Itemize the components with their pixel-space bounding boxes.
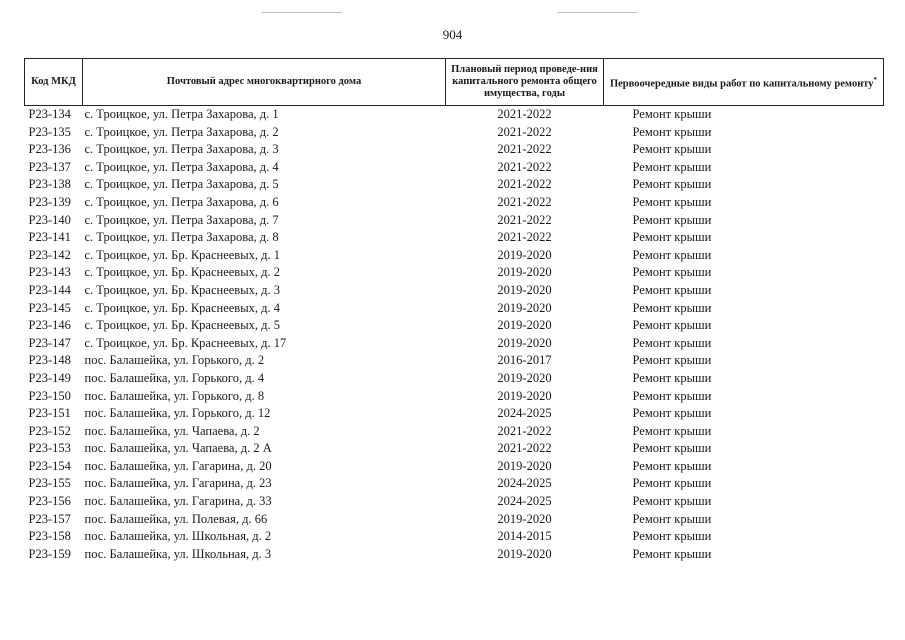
row-code: Р23-143 bbox=[28, 265, 71, 280]
row-period: 2021-2022 bbox=[497, 142, 552, 157]
table-row bbox=[25, 264, 884, 282]
table-row bbox=[25, 229, 884, 247]
row-address: с. Троицкое, ул. Петра Захарова, д. 3 bbox=[84, 142, 279, 157]
row-period: 2024-2025 bbox=[497, 476, 552, 491]
row-address: пос. Балашейка, ул. Чапаева, д. 2 bbox=[84, 423, 260, 438]
row-period: 2021-2022 bbox=[497, 194, 552, 209]
row-period: 2019-2020 bbox=[497, 546, 552, 561]
row-address: пос. Балашейка, ул. Чапаева, д. 2 А bbox=[84, 441, 272, 456]
table-row bbox=[25, 282, 884, 300]
row-code: Р23-138 bbox=[28, 177, 71, 192]
row-period: 2024-2025 bbox=[497, 406, 552, 421]
table-row bbox=[25, 405, 884, 423]
row-works: Ремонт крыши bbox=[632, 423, 712, 438]
row-address: пос. Балашейка, ул. Гагарина, д. 33 bbox=[84, 494, 272, 509]
row-code: Р23-151 bbox=[28, 406, 71, 421]
row-period: 2021-2022 bbox=[497, 159, 552, 174]
page-number: 904 bbox=[442, 27, 463, 42]
row-period: 2019-2020 bbox=[497, 247, 552, 262]
header-works-footnote-mark: * bbox=[873, 75, 878, 84]
table-row bbox=[25, 352, 884, 370]
row-code: Р23-139 bbox=[28, 194, 71, 209]
row-address: пос. Балашейка, ул. Школьная, д. 3 bbox=[84, 546, 272, 561]
row-works: Ремонт крыши bbox=[632, 529, 712, 544]
row-works: Ремонт крыши bbox=[632, 318, 712, 333]
row-code: Р23-158 bbox=[28, 529, 71, 544]
row-code: Р23-152 bbox=[28, 423, 71, 438]
row-works: Ремонт крыши bbox=[632, 159, 712, 174]
row-code: Р23-136 bbox=[28, 142, 71, 157]
row-address: с. Троицкое, ул. Бр. Краснеевых, д. 3 bbox=[84, 282, 280, 297]
row-period: 2021-2022 bbox=[497, 212, 552, 227]
row-code: Р23-140 bbox=[28, 212, 71, 227]
row-address: с. Троицкое, ул. Петра Захарова, д. 5 bbox=[84, 177, 279, 192]
row-period: 2021-2022 bbox=[497, 124, 552, 139]
row-period: 2024-2025 bbox=[497, 494, 552, 509]
table-row bbox=[25, 528, 884, 546]
table-row bbox=[25, 511, 884, 529]
row-period: 2019-2020 bbox=[497, 265, 552, 280]
table-row bbox=[25, 194, 884, 212]
table-row bbox=[25, 475, 884, 493]
top-rule-left bbox=[262, 12, 342, 13]
row-works: Ремонт крыши bbox=[632, 300, 712, 315]
row-address: с. Троицкое, ул. Петра Захарова, д. 1 bbox=[84, 107, 279, 121]
row-code: Р23-148 bbox=[28, 353, 71, 368]
header-address: Почтовый адрес многоквартирного дома bbox=[83, 59, 446, 106]
row-code: Р23-141 bbox=[28, 230, 71, 245]
table-row bbox=[25, 546, 884, 564]
header-code: Код МКД bbox=[25, 59, 83, 106]
row-address: с. Троицкое, ул. Петра Захарова, д. 6 bbox=[84, 194, 279, 209]
row-address: с. Троицкое, ул. Петра Захарова, д. 7 bbox=[84, 212, 279, 227]
row-address: с. Троицкое, ул. Бр. Краснеевых, д. 1 bbox=[84, 247, 280, 262]
header-period: Плановый период проведе-ния капитального ремонта общего имущества, годы bbox=[446, 59, 604, 106]
row-period: 2019-2020 bbox=[497, 458, 552, 473]
row-code: Р23-146 bbox=[28, 318, 71, 333]
row-code: Р23-137 bbox=[28, 159, 71, 174]
table-row bbox=[25, 212, 884, 230]
row-code: Р23-147 bbox=[28, 335, 71, 350]
header-works bbox=[604, 59, 884, 106]
row-period: 2019-2020 bbox=[497, 335, 552, 350]
row-code: Р23-135 bbox=[28, 124, 71, 139]
row-period: 2021-2022 bbox=[497, 441, 552, 456]
row-works: Ремонт крыши bbox=[632, 177, 712, 192]
row-period: 2021-2022 bbox=[497, 423, 552, 438]
row-period: 2019-2020 bbox=[497, 318, 552, 333]
row-code: Р23-145 bbox=[28, 300, 71, 315]
table-row bbox=[25, 440, 884, 458]
row-address: с. Троицкое, ул. Бр. Краснеевых, д. 4 bbox=[84, 300, 280, 315]
row-period: 2019-2020 bbox=[497, 511, 552, 526]
row-address: пос. Балашейка, ул. Горького, д. 8 bbox=[84, 388, 265, 403]
row-period: 2019-2020 bbox=[497, 300, 552, 315]
header-works-label: Первоочередные виды работ по капитальному ремонту bbox=[609, 78, 874, 90]
row-code: Р23-159 bbox=[28, 546, 71, 561]
row-address: с. Троицкое, ул. Бр. Краснеевых, д. 2 bbox=[84, 265, 280, 280]
row-period: 2019-2020 bbox=[497, 370, 552, 385]
top-rule-right bbox=[557, 12, 637, 13]
row-period: 2021-2022 bbox=[497, 230, 552, 245]
row-works: Ремонт крыши bbox=[632, 511, 712, 526]
row-works: Ремонт крыши bbox=[632, 212, 712, 227]
row-works: Ремонт крыши bbox=[632, 247, 712, 262]
row-works: Ремонт крыши bbox=[632, 406, 712, 421]
row-code: Р23-144 bbox=[28, 282, 71, 297]
table-row bbox=[25, 388, 884, 406]
row-period: 2021-2022 bbox=[497, 107, 552, 121]
row-period: 2019-2020 bbox=[497, 282, 552, 297]
row-address: пос. Балашейка, ул. Горького, д. 2 bbox=[84, 353, 265, 368]
row-address: пос. Балашейка, ул. Школьная, д. 2 bbox=[84, 529, 272, 544]
table-row bbox=[25, 335, 884, 353]
row-works: Ремонт крыши bbox=[632, 546, 712, 561]
row-works: Ремонт крыши bbox=[632, 142, 712, 157]
table-body bbox=[25, 106, 884, 564]
row-code: Р23-150 bbox=[28, 388, 71, 403]
row-address: с. Троицкое, ул. Петра Захарова, д. 2 bbox=[84, 124, 279, 139]
row-code: Р23-157 bbox=[28, 511, 71, 526]
row-period: 2016-2017 bbox=[497, 353, 552, 368]
row-address: с. Троицкое, ул. Бр. Краснеевых, д. 5 bbox=[84, 318, 280, 333]
row-code: Р23-154 bbox=[28, 458, 71, 473]
row-works: Ремонт крыши bbox=[632, 458, 712, 473]
table-row bbox=[25, 317, 884, 335]
row-address: пос. Балашейка, ул. Горького, д. 4 bbox=[84, 370, 265, 385]
row-works: Ремонт крыши bbox=[632, 107, 712, 121]
row-works: Ремонт крыши bbox=[632, 441, 712, 456]
table-row bbox=[25, 106, 884, 124]
row-period: 2019-2020 bbox=[497, 388, 552, 403]
row-works: Ремонт крыши bbox=[632, 335, 712, 350]
table-row bbox=[25, 141, 884, 159]
table-row bbox=[25, 423, 884, 441]
table-header-row bbox=[25, 59, 884, 106]
table-row bbox=[25, 247, 884, 265]
row-period: 2021-2022 bbox=[497, 177, 552, 192]
row-works: Ремонт крыши bbox=[632, 230, 712, 245]
row-address: пос. Балашейка, ул. Гагарина, д. 20 bbox=[84, 458, 272, 473]
row-address: с. Троицкое, ул. Петра Захарова, д. 8 bbox=[84, 230, 279, 245]
row-address: пос. Балашейка, ул. Полевая, д. 66 bbox=[84, 511, 268, 526]
row-code: Р23-153 bbox=[28, 441, 71, 456]
row-code: Р23-149 bbox=[28, 370, 71, 385]
table-row bbox=[25, 159, 884, 177]
row-works: Ремонт крыши bbox=[632, 124, 712, 139]
row-code: Р23-156 bbox=[28, 494, 71, 509]
row-works: Ремонт крыши bbox=[632, 282, 712, 297]
row-code: Р23-142 bbox=[28, 247, 71, 262]
row-address: с. Троицкое, ул. Бр. Краснеевых, д. 17 bbox=[84, 335, 287, 350]
row-address: пос. Балашейка, ул. Гагарина, д. 23 bbox=[84, 476, 272, 491]
table-row bbox=[25, 370, 884, 388]
table-row bbox=[25, 124, 884, 142]
row-address: пос. Балашейка, ул. Горького, д. 12 bbox=[84, 406, 271, 421]
row-works: Ремонт крыши bbox=[632, 476, 712, 491]
row-code: Р23-134 bbox=[28, 107, 71, 121]
row-period: 2014-2015 bbox=[497, 529, 552, 544]
row-works: Ремонт крыши bbox=[632, 370, 712, 385]
row-works: Ремонт крыши bbox=[632, 265, 712, 280]
row-address: с. Троицкое, ул. Петра Захарова, д. 4 bbox=[84, 159, 279, 174]
row-works: Ремонт крыши bbox=[632, 388, 712, 403]
table-row bbox=[25, 176, 884, 194]
housing-repair-table bbox=[24, 58, 884, 563]
row-code: Р23-155 bbox=[28, 476, 71, 491]
table-row bbox=[25, 458, 884, 476]
row-works: Ремонт крыши bbox=[632, 494, 712, 509]
table-row bbox=[25, 300, 884, 318]
row-works: Ремонт крыши bbox=[632, 194, 712, 209]
table-row bbox=[25, 493, 884, 511]
row-works: Ремонт крыши bbox=[632, 353, 712, 368]
